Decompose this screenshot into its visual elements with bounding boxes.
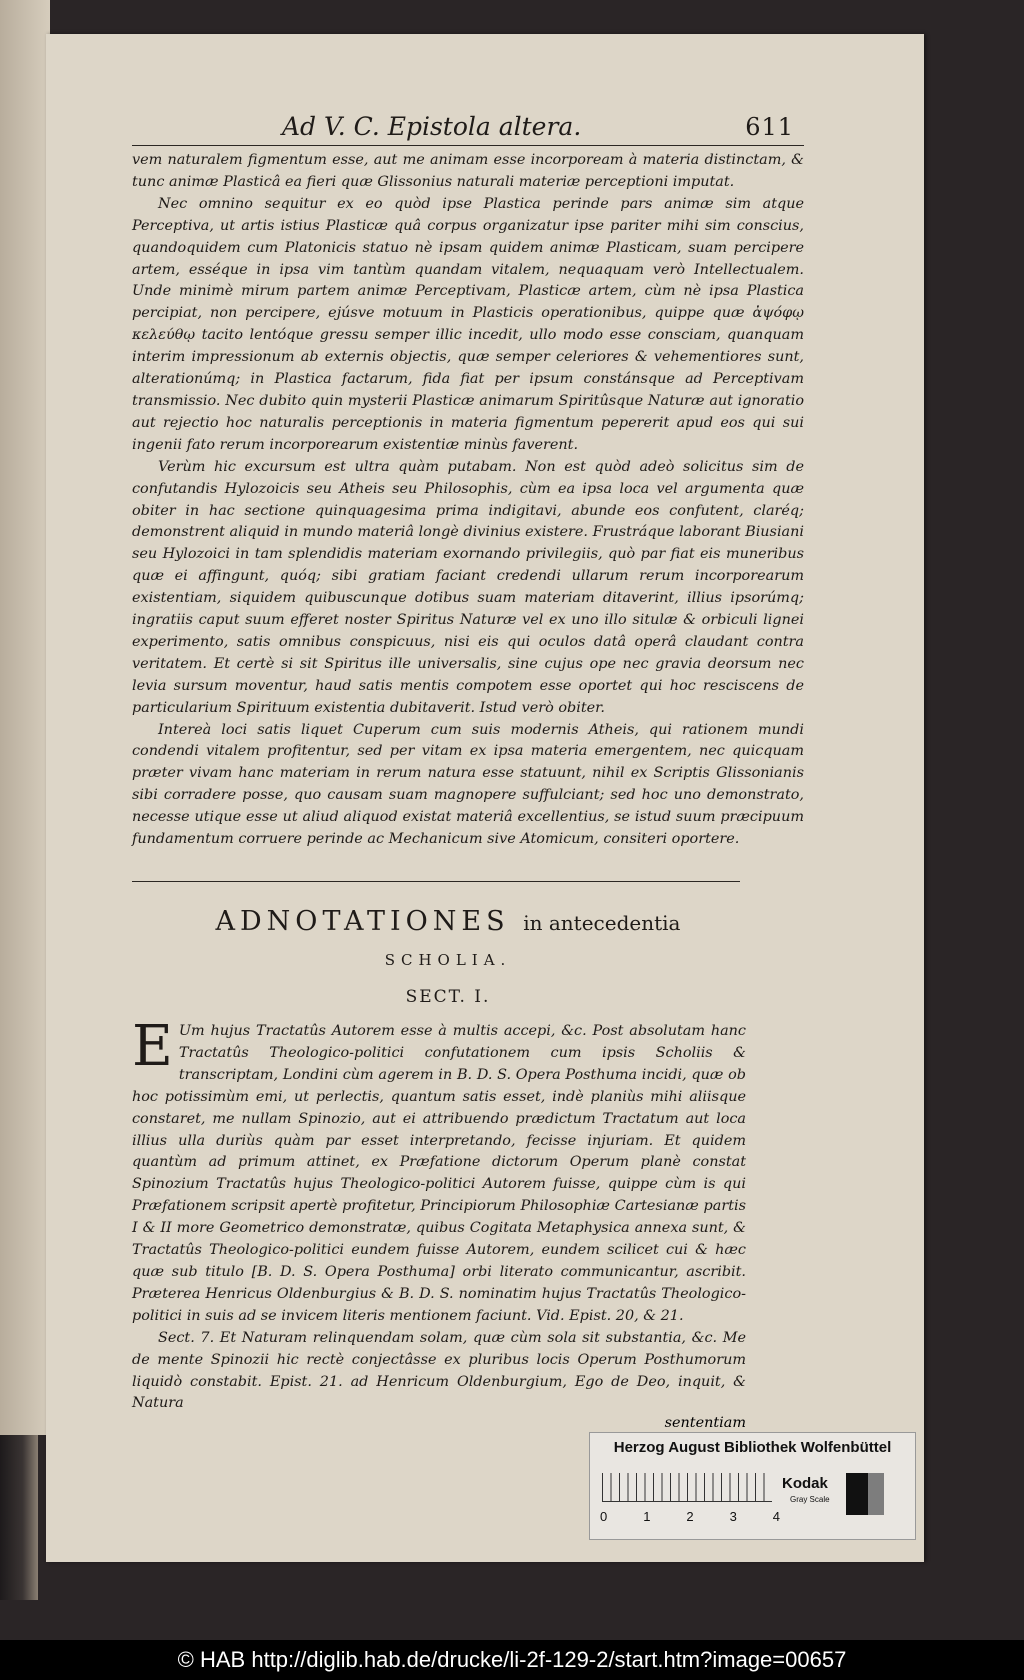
- scale-number: 2: [686, 1509, 694, 1524]
- underlying-page-edge: [0, 0, 50, 1435]
- sect-heading: SECT. I.: [405, 987, 491, 1007]
- scholia-subtitle: SCHOLIA.: [384, 951, 512, 969]
- scale-ruler: [602, 1473, 772, 1502]
- page-content: [132, 112, 804, 1431]
- adnotationes-paragraph-1-text: Um hujus Tractatûs Autorem esse à multis accepi, &c. Post absolutam hanc Tractatûs Theologico-politici confutationem cum ipsis Scholiis & transcriptam, Londini cùm agerem in B. D. S. Opera Posthuma incidi, quæ ob hoc potissimùm emi, ut perlectis, quantum satis esset, indè planiùs mihi aliisque constaret, me nullam Spinozio, aut ei attribuendo prædictum Tractatum aut loca illius ulla duriùs quàm par esset interpretando, fecisse injuriam. Et quidem quantùm ad primum attinet, ex Præfatione dictorum Operum planè constat Spinozium Tractatûs hujus Theologico-politici Autorem fuisse, quippe cùm is qui Præfationem scripsit apertè profitetur, Principiorum Philosophiæ Cartesianæ partis I & II more Geometrico demonstratæ, quibus Cogitata Metaphysica annexa sunt, & Tractatûs Theologico-politici eundem fuisse Autorem, eundem scilicet cui & hæc quæ sub titulo [B. D. S. Opera Posthuma] orbi literato communicantur, ascribit. Præterea Henricus Oldenburgius & B. D. S. nominatim hujus Tractatûs Theologico-politici in suis ad se invicem literis mentionem faciunt. Vid. Epist. 20, & 21.: [132, 1023, 746, 1324]
- footer-text: © HAB http://diglib.hab.de/drucke/li-2f-129-2/start.htm?image=00657: [177, 1647, 847, 1672]
- epistola-paragraph-2: Nec omnino sequitur ex eo quòd ipse Plastica perinde pars animæ sim atque Perceptiva, ut artis istius Plasticæ quâ corpus organizatur ipse pariter mihi sim conscius, quandoquidem cum Platonicis statuo nè ipsam quidem animæ Plasticam, suam percipere artem, esséque in ipsa vim tantùm quandam vitalem, nequaquam verò Intellectualem. Unde minimè mirum partem animæ Perceptivam, Plasticæ artem, cùm nè ipsa Plastica percipiat, non percipere, ejúsve motuum in Plasticis operationibus, quippe quæ ἀψόφῳ κελεύθῳ tacito lentóque gressu semper illic incedit, ullo modo esse consciam, quanquam interim impressionum ab externis objectis, quæ semper celeriores & vehementiores sunt, alterationúmq; in Plastica factarum, fida fiat per ipsum constánsque ad Perceptivam transmissio. Nec dubito quin mysterii Plasticæ animarum Spiritûsque Naturæ aut ignoratio aut rejectio hoc naturalis perceptionis in materia figmentum pepererit apud eos qui sui ingenii fato rerum incorporearum existentiæ minùs faverent.: [132, 195, 804, 453]
- epistola-paragraph-3: Verùm hic excursum est ultra quàm putabam. Non est quòd adeò solicitus sim de confutandis Hylozoicis seu Atheis seu Philosophis, cùm ea ipsa loca vel argumenta quæ obiter in hac sectione quinquagesima prima indigitavi, abunde eos confutent, claréq; demonstrent aliquid in mundo materiâ longè divinius existere. Frustráque laborant Biusiani seu Hylozoici in tam splendidis materiam exornando privilegiis, quò par fiat eis muneribus quæ ei affingunt, quóq; sibi gratiam faciant credendi ullarum rerum incorporearum existentiam, siquidem quibuscunque dotibus suam materiam ditaverint, illius ipsorúmq; ingratiis caput suum efferet noster Spiritus Naturæ vel ex uno illo situlæ & orbiculi lignei experimento, satis omnibus conspicuus, nisi eis qui oculos datâ operâ claudant contra veritatem. Et certè si sit Spiritus ille universalis, sine cujus ope nec gravia deorsum nec levia sursum moventur, haud satis mentis compotem esse oportet qui hoc resciscens de particularium Spirituum existentia dubitaverit. Istud verò obiter.: [132, 458, 804, 716]
- epistola-paragraph-1: vem naturalem figmentum esse, aut me animam esse incorpoream à materia distinctam, & tunc animæ Plasticâ ea fieri quæ Glissonius naturali materiæ perceptioni imputat.: [132, 152, 804, 190]
- color-calibration-bar: [589, 1432, 916, 1540]
- scale-number: 4: [772, 1509, 780, 1524]
- page-number: 611: [745, 113, 794, 141]
- epistola-paragraph-4: Intereà loci satis liquet Cuperum cum suis modernis Atheis, qui rationem mundi condendi vitalem profitentur, sed per vitam ex ipsa materia emergentem, nec quicquam præter vivam hanc materiam in rerum natura esse statuunt, nihil ex Scriptis Glissonianis sibi corradere posse, quo causam suam magnopere suffulciant; sed hoc uno demonstrato, necesse utique esse ut aliud aliquod existat materiâ excellentius, se istud suum præcipuum fundamentum corruere perinde ac Mechanicum sive Atomicum, consiteri oportere.: [132, 721, 804, 848]
- black-swatch: [846, 1473, 868, 1515]
- drop-cap: E: [132, 1014, 173, 1079]
- gray-swatch: [868, 1473, 884, 1515]
- catchword: sententiam: [664, 1415, 746, 1432]
- running-head-title: Ad V. C. Epistola altera.: [282, 112, 582, 141]
- gray-scale-label: Gray Scale: [790, 1495, 830, 1504]
- scale-number: 1: [643, 1509, 651, 1524]
- adnotationes-title-rest: in antecedentia: [523, 911, 681, 935]
- library-name: Herzog August Bibliothek Wolfenbüttel: [613, 1439, 892, 1456]
- book-page: [46, 34, 924, 1562]
- scale-number: 0: [600, 1509, 608, 1524]
- scale-numbers: [600, 1509, 780, 1524]
- running-head: [132, 112, 804, 146]
- epistola-text: [132, 150, 804, 851]
- copyright-footer: [0, 1640, 1024, 1680]
- adnotationes-paragraph-1: [132, 1014, 746, 1328]
- adnotationes-text: [132, 1014, 746, 1415]
- adnotationes-title: [132, 906, 804, 937]
- section-divider: [132, 881, 740, 882]
- scale-number: 3: [729, 1509, 737, 1524]
- adnotationes-paragraph-2: Sect. 7. Et Naturam relinquendam solam, quæ cùm sola sit substantia, &c. Me de mente Spinozii hic rectè conjectâsse ex pluribus locis Operum Posthumorum liquidò constabit. Epist. 21. ad Henricum Oldenburgium, Ego de Deo, inquit, & Natura: [132, 1329, 746, 1412]
- kodak-label: Kodak: [782, 1475, 828, 1492]
- adnotationes-title-main: ADNOTATIONES: [215, 906, 510, 937]
